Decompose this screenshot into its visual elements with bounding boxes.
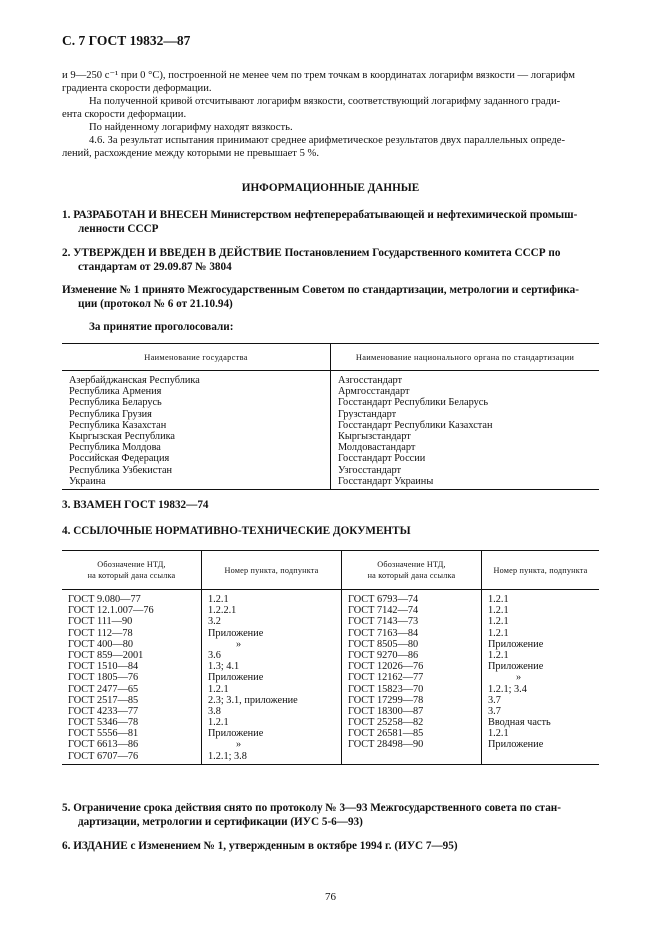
reference-doc: ГОСТ 7142—74 [348, 605, 419, 617]
state-name: Кыргызская Республика [69, 430, 176, 442]
section-1-line-2: ленности СССР [78, 223, 159, 235]
states-header-body: Наименование национального органа по стандартизации [331, 344, 600, 371]
section-3: 3. ВЗАМЕН ГОСТ 19832—74 [62, 499, 209, 511]
standards-body-name: Госстандарт Республики Беларусь [338, 397, 489, 409]
standards-body-name: Армгосстандарт [338, 386, 410, 398]
reference-doc: ГОСТ 12162—77 [348, 672, 424, 684]
intro-line-2: градиента скорости деформации. [62, 83, 212, 94]
reference-doc: ГОСТ 5556—81 [68, 728, 139, 740]
reference-item: 2.3; 3.1, приложение [208, 694, 298, 706]
reference-item: Приложение [208, 627, 264, 639]
reference-doc: ГОСТ 9270—86 [348, 649, 419, 661]
refs-header-doc-left [62, 551, 202, 590]
reference-item: » [516, 672, 522, 684]
refs-left-items-column [202, 590, 342, 765]
reference-doc: ГОСТ 6613—86 [68, 739, 139, 751]
standards-body-name: Госстандарт России [338, 453, 426, 465]
standards-body-name: Азгосстандарт [338, 375, 403, 386]
reference-doc: ГОСТ 6793—74 [348, 594, 419, 605]
refs-left-docs-column [62, 590, 202, 765]
reference-item: » [236, 638, 242, 650]
reference-item: 3.2 [208, 616, 221, 628]
reference-doc: ГОСТ 12026—76 [348, 661, 424, 673]
intro-line-4: ента скорости деформации. [62, 109, 187, 120]
reference-doc: ГОСТ 400—80 [68, 638, 134, 650]
reference-item: 1.2.1 [488, 627, 509, 639]
reference-doc: ГОСТ 112—78 [68, 627, 133, 639]
refs-right-docs-column [342, 590, 482, 765]
reference-item: 3.8 [208, 705, 221, 717]
reference-doc: ГОСТ 859—2001 [68, 649, 144, 661]
reference-doc: ГОСТ 18300—87 [348, 705, 424, 717]
reference-doc: ГОСТ 15823—70 [348, 683, 424, 695]
reference-doc: ГОСТ 2517—85 [68, 694, 139, 706]
intro-line-5: По найденному логарифму находят вязкость. [89, 122, 293, 133]
state-name: Российская Федерация [69, 453, 170, 465]
standards-body-name: Госстандарт Республики Казахстан [338, 419, 493, 431]
section-5-line-2: дартизации, метрологии и сертификации (ИУС 5-6—93) [78, 816, 363, 828]
refs-header-doc-right-2: на который дана ссылка [367, 571, 456, 580]
reference-doc: ГОСТ 7143—73 [348, 616, 419, 628]
reference-item: 1.2.1 [208, 683, 229, 695]
reference-item: 3.7 [488, 694, 501, 706]
standards-body-name: Узгосстандарт [338, 464, 401, 476]
reference-doc: ГОСТ 111—90 [68, 616, 133, 628]
reference-doc: ГОСТ 1805—76 [68, 672, 139, 684]
reference-item: 1.2.1 [488, 649, 509, 661]
standards-body-name: Госстандарт Украины [338, 475, 434, 487]
reference-item: 1.2.1 [208, 594, 229, 605]
info-title: ИНФОРМАЦИОННЫЕ ДАННЫЕ [241, 182, 420, 194]
states-header-state: Наименование государства [62, 344, 331, 371]
reference-item: 1.2.1; 3.8 [208, 750, 247, 762]
state-name: Республика Беларусь [69, 397, 162, 409]
reference-doc: ГОСТ 25258—82 [348, 717, 424, 729]
reference-item: Приложение [488, 739, 544, 751]
reference-item: 1.2.1 [488, 616, 509, 628]
section-4: 4. ССЫЛОЧНЫЕ НОРМАТИВНО-ТЕХНИЧЕСКИЕ ДОКУМЕНТЫ [62, 525, 411, 537]
reference-item: 1.2.1; 3.4 [488, 683, 527, 695]
states-table [62, 343, 599, 490]
state-name: Республика Грузия [69, 408, 152, 420]
reference-item: 1.2.2.1 [208, 605, 237, 617]
standards-body-name: Молдовастандарт [338, 442, 416, 454]
intro-line-3: На полученной кривой отсчитывают логарифм вязкости, соответствующий логарифму заданного гради- [89, 96, 561, 107]
standards-body-name: Грузстандарт [338, 408, 397, 420]
reference-doc: ГОСТ 9.080—77 [68, 594, 141, 605]
reference-item: Приложение [208, 728, 264, 740]
amendment-line-1: Изменение № 1 принято Межгосударственным Советом по стандартизации, метрологии и сертифика- [62, 284, 579, 296]
reference-item: 3.7 [488, 705, 501, 717]
reference-doc: ГОСТ 12.1.007—76 [68, 605, 154, 617]
reference-doc: ГОСТ 26581—85 [348, 728, 424, 740]
intro-line-7: лений, расхождение между которыми не превышает 5 %. [62, 148, 319, 159]
reference-doc: ГОСТ 17299—78 [348, 694, 424, 706]
state-name: Республика Казахстан [69, 419, 167, 431]
refs-right-items-column [482, 590, 600, 765]
reference-doc: ГОСТ 6707—76 [68, 750, 139, 762]
state-name: Азербайджанская Республика [69, 375, 200, 386]
voted-label: За принятие проголосовали: [89, 321, 234, 333]
reference-item: 1.2.1 [488, 605, 509, 617]
reference-doc: ГОСТ 1510—84 [68, 661, 139, 673]
reference-doc: ГОСТ 7163—84 [348, 627, 419, 639]
section-2-line-2: стандартам от 29.09.87 № 3804 [78, 261, 232, 273]
reference-item: 1.3; 4.1 [208, 661, 240, 673]
page-number: 76 [325, 891, 336, 903]
refs-header-doc-right-1: Обозначение НТД, [377, 560, 446, 569]
reference-item: 1.2.1 [488, 594, 509, 605]
intro-line-1: и 9—250 с⁻¹ при 0 °С), построенной не менее чем по трем точкам в координатах логарифм вязкости — логарифм [62, 70, 575, 81]
standards-body-name: Кыргызстандарт [338, 430, 411, 442]
bodies-column [331, 371, 600, 490]
reference-item: 3.6 [208, 649, 221, 661]
section-1-line-1: 1. РАЗРАБОТАН И ВНЕСЕН Министерством нефтеперерабатывающей и нефтехимической промыш- [62, 209, 578, 221]
state-name: Республика Армения [69, 386, 162, 398]
refs-header-item-right: Номер пункта, подпункта [482, 551, 600, 590]
reference-doc: ГОСТ 5346—78 [68, 717, 139, 729]
state-name: Республика Узбекистан [69, 464, 173, 476]
references-table [62, 550, 599, 765]
reference-doc: ГОСТ 2477—65 [68, 683, 139, 695]
reference-doc: ГОСТ 4233—77 [68, 705, 139, 717]
reference-item: Приложение [488, 661, 544, 673]
refs-header-doc-left-1: Обозначение НТД, [97, 560, 166, 569]
page-header: С. 7 ГОСТ 19832—87 [62, 33, 191, 48]
reference-doc: ГОСТ 8505—80 [348, 638, 419, 650]
intro-line-6: 4.6. За результат испытания принимают среднее арифметическое результатов двух параллельных опреде- [89, 135, 565, 146]
reference-doc: ГОСТ 28498—90 [348, 739, 424, 751]
reference-item: Приложение [488, 638, 544, 650]
refs-header-doc-left-2: на который дана ссылка [87, 571, 176, 580]
states-column [62, 371, 331, 490]
refs-header-doc-right [342, 551, 482, 590]
reference-item: 1.2.1 [208, 717, 229, 729]
section-6: 6. ИЗДАНИЕ с Изменением № 1, утвержденным в октябре 1994 г. (ИУС 7—95) [62, 840, 458, 852]
state-name: Республика Молдова [69, 442, 161, 454]
reference-item: Вводная часть [488, 717, 551, 729]
reference-item: Приложение [208, 672, 264, 684]
refs-header-item-left: Номер пункта, подпункта [202, 551, 342, 590]
reference-item: » [236, 739, 242, 751]
section-2-line-1: 2. УТВЕРЖДЕН И ВВЕДЕН В ДЕЙСТВИЕ Постановлением Государственного комитета СССР по [62, 247, 561, 259]
state-name: Украина [69, 475, 106, 487]
reference-item: 1.2.1 [488, 728, 509, 740]
amendment-line-2: ции (протокол № 6 от 21.10.94) [78, 298, 233, 310]
section-5-line-1: 5. Ограничение срока действия снято по протоколу № 3—93 Межгосударственного совета по стан- [62, 802, 561, 814]
